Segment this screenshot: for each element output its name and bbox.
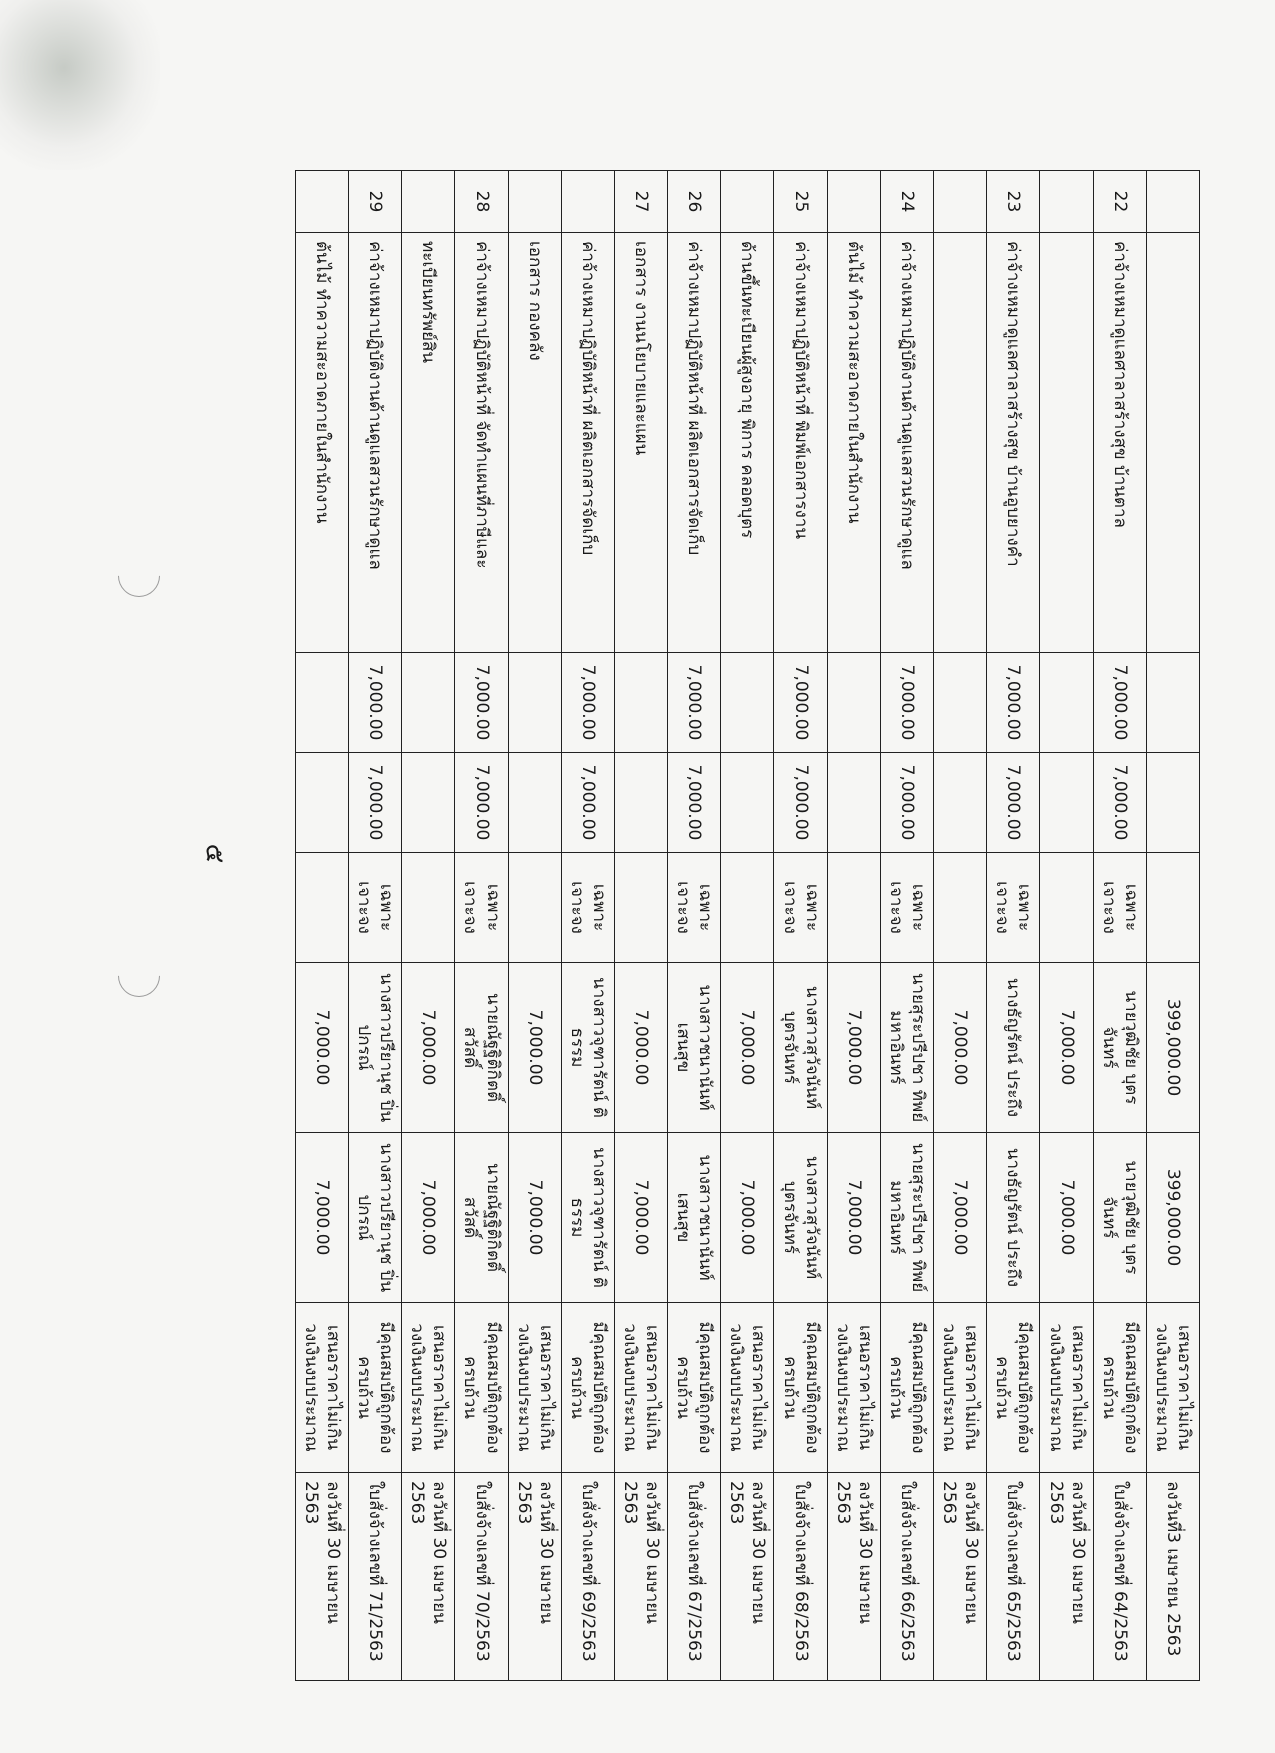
cell-contract: ลงวันที่ 30 เมษายน 2563: [827, 1473, 880, 1681]
cell-winner: 7,000.00: [508, 1133, 561, 1303]
cell-contract: ลงวันที่ 30 เมษายน 2563: [295, 1473, 348, 1681]
cell-method: เฉพาะเจาะจง: [561, 853, 614, 963]
cell-reason: เสนอราคาไม่เกินวงเงินงบประมาณ: [827, 1303, 880, 1473]
cell-no: [721, 171, 774, 233]
header-cell: [1146, 753, 1199, 853]
cell-price: [827, 753, 880, 853]
scan-smudge: [0, 0, 160, 170]
cell-no: 27: [614, 171, 667, 233]
cell-winner: นางสาวสุวัจนันท์ บุตรจันทร์: [774, 1133, 827, 1303]
cell-bidder: 7,000.00: [508, 963, 561, 1133]
cell-item: ค่าจ้างเหมาปฏิบัติงานด้านดูแลสวนรักษาดูแล: [349, 233, 402, 653]
cell-item: [1040, 233, 1093, 653]
cell-budget: [934, 653, 987, 753]
cell-method: [402, 853, 455, 963]
cell-winner: 7,000.00: [614, 1133, 667, 1303]
table-row: [721, 171, 774, 1681]
page-number: ๕: [199, 843, 230, 864]
cell-no: [827, 171, 880, 233]
cell-reason: เสนอราคาไม่เกินวงเงินงบประมาณ: [295, 1303, 348, 1473]
cell-winner: นางสาวชนานันท์ เสนสุข: [668, 1133, 721, 1303]
cell-bidder: 7,000.00: [934, 963, 987, 1133]
header-cell: [1146, 233, 1199, 653]
cell-price: 7,000.00: [1093, 753, 1146, 853]
cell-item: เอกสาร งานนโยบายและแผน: [614, 233, 667, 653]
cell-price: 7,000.00: [455, 753, 508, 853]
cell-budget: [508, 653, 561, 753]
cell-reason: เสนอราคาไม่เกินวงเงินงบประมาณ: [934, 1303, 987, 1473]
cell-item: ด้านขึ้นทะเบียนผู้สูงอายุ พิการ คลอดบุตร: [721, 233, 774, 653]
cell-budget: 7,000.00: [668, 653, 721, 753]
cell-budget: [614, 653, 667, 753]
cell-contract: ลงวันที่ 30 เมษายน 2563: [614, 1473, 667, 1681]
cell-winner: 7,000.00: [721, 1133, 774, 1303]
cell-method: เฉพาะเจาะจง: [987, 853, 1040, 963]
cell-contract: ใบสั่งจ้างเลขที่ 69/2563: [561, 1473, 614, 1681]
cell-budget: 7,000.00: [561, 653, 614, 753]
cell-item: ต้นไม้ ทำความสะอาดภายในสำนักงาน: [827, 233, 880, 653]
cell-reason: เสนอราคาไม่เกินวงเงินงบประมาณ: [721, 1303, 774, 1473]
table-row: [455, 171, 508, 1681]
table-row: [614, 171, 667, 1681]
cell-winner: นายสุระปรีปชา ทิพย์มหาอินทร์: [880, 1133, 933, 1303]
cell-no: 22: [1093, 171, 1146, 233]
cell-bidder: นางสาวสุวัจนันท์ บุตรจันทร์: [774, 963, 827, 1133]
cell-budget: [402, 653, 455, 753]
cell-contract: ลงวันที่ 30 เมษายน 2563: [508, 1473, 561, 1681]
cell-winner: นางสาวปรียานุช ปิ่นปกรณ์: [349, 1133, 402, 1303]
cell-contract: ใบสั่งจ้างเลขที่ 70/2563: [455, 1473, 508, 1681]
table-row: [402, 171, 455, 1681]
table-row: [1093, 171, 1146, 1681]
table-row: [934, 171, 987, 1681]
cell-bidder: นางสาวปรียานุช ปิ่นปกรณ์: [349, 963, 402, 1133]
cell-price: 7,000.00: [349, 753, 402, 853]
cell-reason: เสนอราคาไม่เกินวงเงินงบประมาณ: [402, 1303, 455, 1473]
cell-no: [402, 171, 455, 233]
procurement-table: [295, 170, 1200, 1681]
cell-item: เอกสาร กองคลัง: [508, 233, 561, 653]
cell-contract: ลงวันที่ 30 เมษายน 2563: [1040, 1473, 1093, 1681]
cell-item: ค่าจ้างเหมาดูแลศาลาสร้างสุข บ้านตาล: [1093, 233, 1146, 653]
cell-contract: ลงวันที่ 30 เมษายน 2563: [402, 1473, 455, 1681]
cell-no: [561, 171, 614, 233]
cell-item: ค่าจ้างเหมาดูแลศาลาสร้างสุข บ้านอูบยางคำ: [987, 233, 1040, 653]
table-row: [349, 171, 402, 1681]
cell-contract: ใบสั่งจ้างเลขที่ 66/2563: [880, 1473, 933, 1681]
cell-price: 7,000.00: [987, 753, 1040, 853]
cell-bidder: 7,000.00: [1040, 963, 1093, 1133]
cell-reason: มีคุณสมบัติถูกต้องครบถ้วน: [561, 1303, 614, 1473]
cell-reason: เสนอราคาไม่เกินวงเงินงบประมาณ: [614, 1303, 667, 1473]
cell-reason: เสนอราคาไม่เกินวงเงินงบประมาณ: [1040, 1303, 1093, 1473]
cell-winner: 7,000.00: [402, 1133, 455, 1303]
cell-budget: [827, 653, 880, 753]
cell-bidder: นางสาวชนานันท์ เสนสุข: [668, 963, 721, 1133]
cell-budget: 7,000.00: [455, 653, 508, 753]
table-row: [668, 171, 721, 1681]
cell-budget: [1040, 653, 1093, 753]
cell-item: ค่าจ้างเหมาปฏิบัติหน้าที่ ผลิตเอกสารจัดเก็บ: [668, 233, 721, 653]
cell-method: [508, 853, 561, 963]
cell-price: [1040, 753, 1093, 853]
table-row: [880, 171, 933, 1681]
cell-no: 28: [455, 171, 508, 233]
cell-price: [402, 753, 455, 853]
cell-item: ค่าจ้างเหมาปฏิบัติหน้าที่ พิมพ์เอกสารงาน: [774, 233, 827, 653]
cell-reason: มีคุณสมบัติถูกต้องครบถ้วน: [987, 1303, 1040, 1473]
cell-budget: 7,000.00: [880, 653, 933, 753]
header-contract: ลงวันที่3 เมษายน 2563: [1146, 1473, 1199, 1681]
cell-no: [1040, 171, 1093, 233]
cell-item: ค่าจ้างเหมาปฏิบัติงานด้านดูแลสวนรักษาดูแล: [880, 233, 933, 653]
cell-bidder: 7,000.00: [827, 963, 880, 1133]
cell-winner: 7,000.00: [1040, 1133, 1093, 1303]
cell-price: 7,000.00: [880, 753, 933, 853]
cell-no: [934, 171, 987, 233]
cell-winner: นายวุฒิชัย บุตรจันทร์: [1093, 1133, 1146, 1303]
cell-price: [614, 753, 667, 853]
cell-reason: มีคุณสมบัติถูกต้องครบถ้วน: [455, 1303, 508, 1473]
cell-winner: 7,000.00: [934, 1133, 987, 1303]
cell-contract: ใบสั่งจ้างเลขที่ 68/2563: [774, 1473, 827, 1681]
header-winner-price: 399,000.00: [1146, 1133, 1199, 1303]
cell-reason: มีคุณสมบัติถูกต้องครบถ้วน: [774, 1303, 827, 1473]
cell-price: 7,000.00: [668, 753, 721, 853]
cell-contract: ใบสั่งจ้างเลขที่ 64/2563: [1093, 1473, 1146, 1681]
cell-no: [508, 171, 561, 233]
header-price: 399,000.00: [1146, 963, 1199, 1133]
table-row: [561, 171, 614, 1681]
cell-item: [934, 233, 987, 653]
cell-contract: ใบสั่งจ้างเลขที่ 71/2563: [349, 1473, 402, 1681]
cell-contract: ลงวันที่ 30 เมษายน 2563: [721, 1473, 774, 1681]
table-row: [827, 171, 880, 1681]
cell-reason: มีคุณสมบัติถูกต้องครบถ้วน: [668, 1303, 721, 1473]
cell-method: เฉพาะเจาะจง: [349, 853, 402, 963]
cell-price: 7,000.00: [561, 753, 614, 853]
table-row: [774, 171, 827, 1681]
cell-price: [508, 753, 561, 853]
cell-no: 29: [349, 171, 402, 233]
cell-method: เฉพาะเจาะจง: [880, 853, 933, 963]
cell-method: [934, 853, 987, 963]
cell-method: [295, 853, 348, 963]
cell-bidder: นางธัญรัตน์ ประถึง: [987, 963, 1040, 1133]
cell-no: 25: [774, 171, 827, 233]
cell-reason: เสนอราคาไม่เกินวงเงินงบประมาณ: [508, 1303, 561, 1473]
cell-budget: 7,000.00: [987, 653, 1040, 753]
cell-bidder: 7,000.00: [295, 963, 348, 1133]
cell-bidder: 7,000.00: [402, 963, 455, 1133]
header-cell: [1146, 171, 1199, 233]
cell-method: เฉพาะเจาะจง: [774, 853, 827, 963]
cell-no: 23: [987, 171, 1040, 233]
cell-winner: 7,000.00: [827, 1133, 880, 1303]
cell-price: 7,000.00: [774, 753, 827, 853]
table-row: [1040, 171, 1093, 1681]
header-cell: [1146, 853, 1199, 963]
cell-budget: 7,000.00: [349, 653, 402, 753]
cell-bidder: นายวุฒิชัย บุตรจันทร์: [1093, 963, 1146, 1133]
punch-hole-mark: [109, 546, 168, 605]
cell-winner: นายณัฐฐิติกิตติ์ สวัสดิ์: [455, 1133, 508, 1303]
cell-method: [1040, 853, 1093, 963]
cell-reason: มีคุณสมบัติถูกต้องครบถ้วน: [349, 1303, 402, 1473]
procurement-table-rotated: [260, 170, 1200, 1680]
cell-contract: ใบสั่งจ้างเลขที่ 67/2563: [668, 1473, 721, 1681]
cell-reason: มีคุณสมบัติถูกต้องครบถ้วน: [1093, 1303, 1146, 1473]
cell-budget: 7,000.00: [1093, 653, 1146, 753]
cell-method: เฉพาะเจาะจง: [668, 853, 721, 963]
cell-contract: ลงวันที่ 30 เมษายน 2563: [934, 1473, 987, 1681]
cell-bidder: 7,000.00: [721, 963, 774, 1133]
cell-winner: 7,000.00: [295, 1133, 348, 1303]
cell-bidder: นางสาวจุฑารัตน์ ติธรรม: [561, 963, 614, 1133]
table-header-row: [1146, 171, 1199, 1681]
cell-no: 24: [880, 171, 933, 233]
table-row: [987, 171, 1040, 1681]
cell-item: ทะเบียนทรัพย์สิน: [402, 233, 455, 653]
cell-winner: นางธัญรัตน์ ประถึง: [987, 1133, 1040, 1303]
table-row: [508, 171, 561, 1681]
cell-price: [295, 753, 348, 853]
cell-budget: [295, 653, 348, 753]
cell-bidder: นายณัฐฐิติกิตติ์ สวัสดิ์: [455, 963, 508, 1133]
cell-bidder: 7,000.00: [614, 963, 667, 1133]
cell-winner: นางสาวจุฑารัตน์ ติธรรม: [561, 1133, 614, 1303]
cell-budget: 7,000.00: [774, 653, 827, 753]
cell-price: [721, 753, 774, 853]
cell-budget: [721, 653, 774, 753]
cell-item: ค่าจ้างเหมาปฏิบัติหน้าที่ จัดทำแผนที่ภาษีและ: [455, 233, 508, 653]
cell-contract: ใบสั่งจ้างเลขที่ 65/2563: [987, 1473, 1040, 1681]
cell-method: [721, 853, 774, 963]
cell-method: เฉพาะเจาะจง: [1093, 853, 1146, 963]
cell-method: [827, 853, 880, 963]
header-reason: เสนอราคาไม่เกินวงเงินงบประมาณ: [1146, 1303, 1199, 1473]
cell-no: [295, 171, 348, 233]
punch-hole-mark: [109, 946, 168, 1005]
table-row: [295, 171, 348, 1681]
cell-method: เฉพาะเจาะจง: [455, 853, 508, 963]
header-cell: [1146, 653, 1199, 753]
cell-bidder: นายสุระปรีปชา ทิพย์มหาอินทร์: [880, 963, 933, 1133]
cell-method: [614, 853, 667, 963]
cell-item: ค่าจ้างเหมาปฏิบัติหน้าที่ ผลิตเอกสารจัดเก็บ: [561, 233, 614, 653]
cell-item: ต้นไม้ ทำความสะอาดภายในสำนักงาน: [295, 233, 348, 653]
cell-reason: มีคุณสมบัติถูกต้องครบถ้วน: [880, 1303, 933, 1473]
cell-no: 26: [668, 171, 721, 233]
cell-price: [934, 753, 987, 853]
